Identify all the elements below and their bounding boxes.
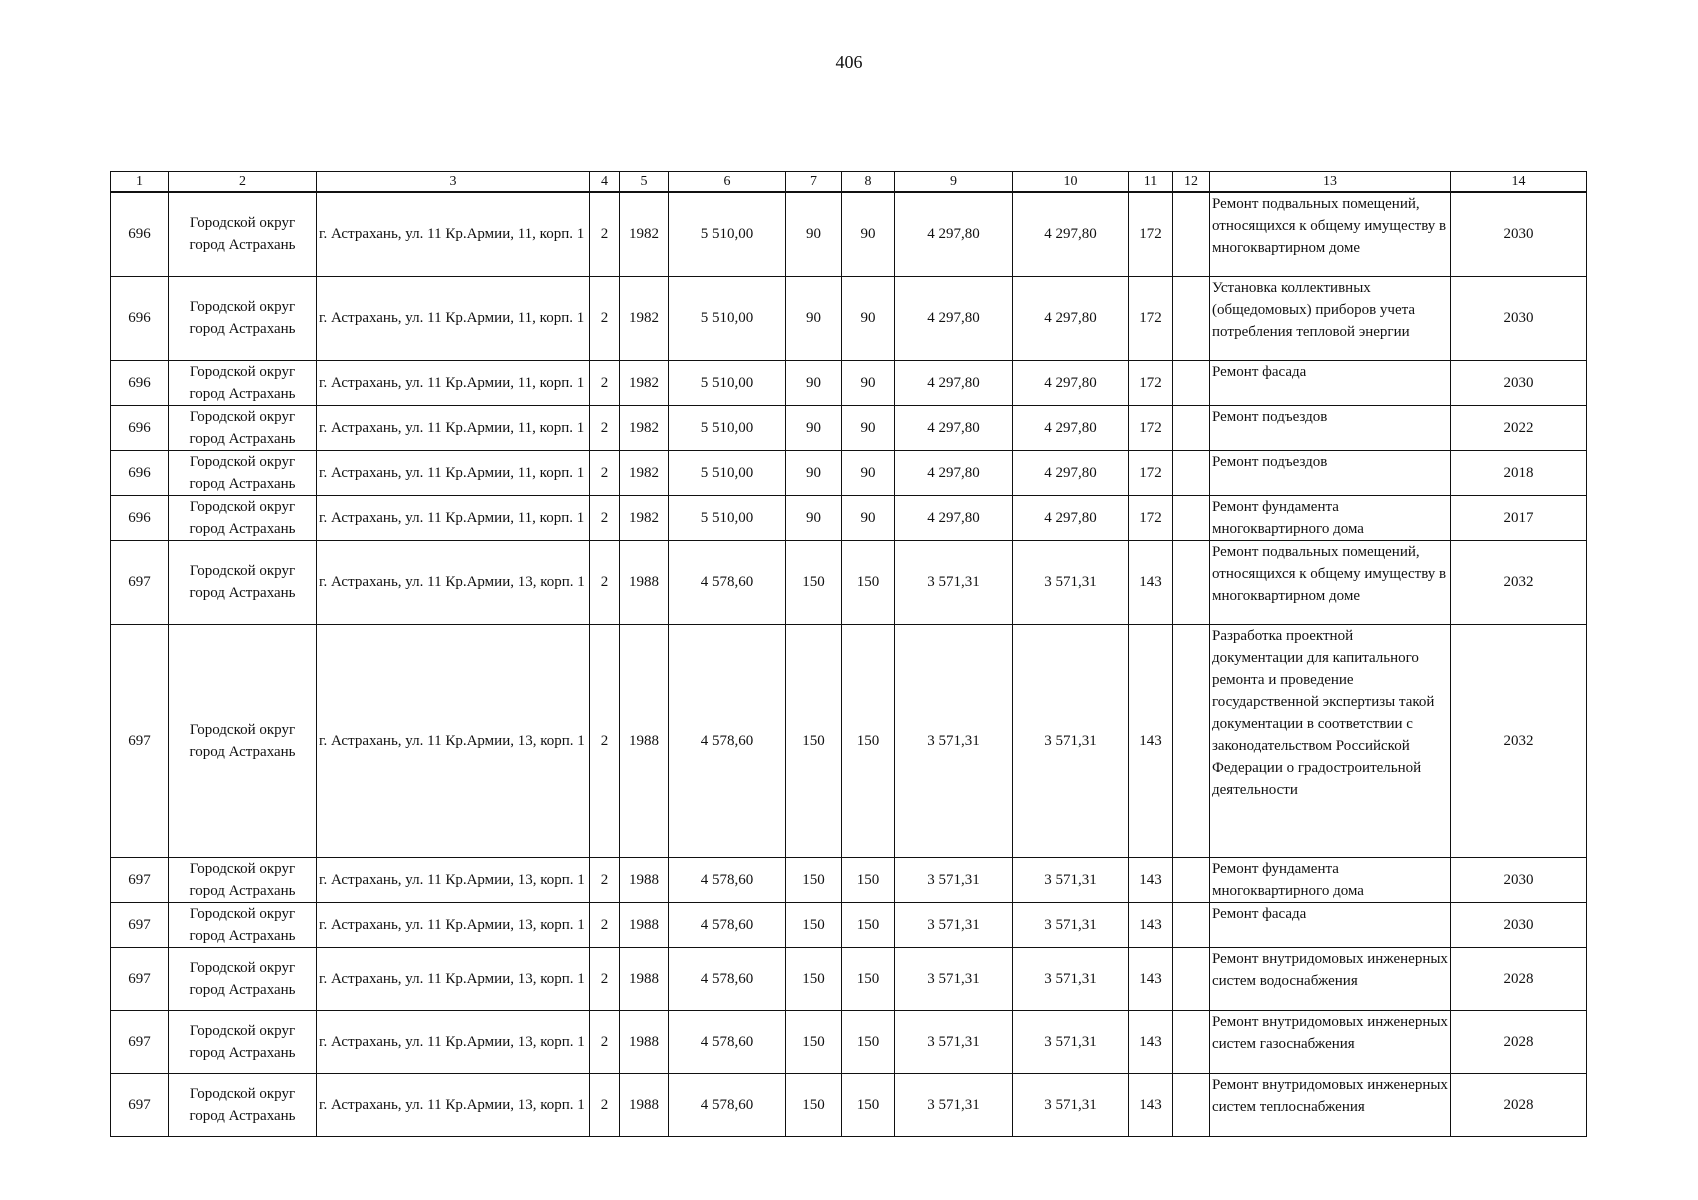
row-number: 696 <box>111 450 169 495</box>
column-header: 13 <box>1210 172 1451 193</box>
cell <box>1173 192 1210 276</box>
district-cell: Городской округ город Астрахань <box>169 902 317 947</box>
cell <box>1173 624 1210 857</box>
cell: 4 297,80 <box>1013 495 1129 540</box>
work-type-cell: Ремонт фасада <box>1210 360 1451 405</box>
cell: 3 571,31 <box>1013 1073 1129 1136</box>
work-type-cell: Ремонт подвальных помещений, относящихся к общему имуществу в многоквартирном доме <box>1210 540 1451 624</box>
address-cell: г. Астрахань, ул. 11 Кр.Армии, 13, корп. 1 <box>317 540 590 624</box>
row-number: 697 <box>111 1010 169 1073</box>
cell: 3 571,31 <box>1013 540 1129 624</box>
cell: 172 <box>1129 495 1173 540</box>
cell <box>1173 450 1210 495</box>
cell: 5 510,00 <box>669 360 786 405</box>
row-number: 696 <box>111 192 169 276</box>
column-header: 5 <box>620 172 669 193</box>
work-type-cell: Разработка проектной документации для капитального ремонта и проведение государственной экспертизы такой документации в соответствии с законодательством Российской Федерации о градостроительной деятельности <box>1210 624 1451 857</box>
cell <box>1173 495 1210 540</box>
cell: 150 <box>842 624 895 857</box>
column-header: 1 <box>111 172 169 193</box>
year-cell: 1982 <box>620 495 669 540</box>
address-cell: г. Астрахань, ул. 11 Кр.Армии, 11, корп. 1 <box>317 450 590 495</box>
address-cell: г. Астрахань, ул. 11 Кр.Армии, 13, корп. 1 <box>317 857 590 902</box>
year-cell: 1982 <box>620 360 669 405</box>
cell: 2 <box>590 902 620 947</box>
plan-year-cell: 2022 <box>1451 405 1587 450</box>
cell: 4 578,60 <box>669 540 786 624</box>
cell: 4 297,80 <box>895 450 1013 495</box>
table-row <box>111 1073 1587 1136</box>
work-type-cell: Ремонт подвальных помещений, относящихся к общему имуществу в многоквартирном доме <box>1210 192 1451 276</box>
district-cell: Городской округ город Астрахань <box>169 1010 317 1073</box>
cell: 143 <box>1129 1073 1173 1136</box>
address-cell: г. Астрахань, ул. 11 Кр.Армии, 11, корп. 1 <box>317 495 590 540</box>
table-row <box>111 192 1587 276</box>
cell: 90 <box>786 276 842 360</box>
work-type-cell: Ремонт внутридомовых инженерных систем водоснабжения <box>1210 947 1451 1010</box>
cell: 4 297,80 <box>1013 276 1129 360</box>
cell: 2 <box>590 540 620 624</box>
cell: 150 <box>786 540 842 624</box>
year-cell: 1988 <box>620 624 669 857</box>
cell: 3 571,31 <box>895 857 1013 902</box>
address-cell: г. Астрахань, ул. 11 Кр.Армии, 13, корп. 1 <box>317 902 590 947</box>
table-body <box>111 192 1587 1136</box>
cell: 3 571,31 <box>1013 902 1129 947</box>
cell: 90 <box>786 192 842 276</box>
table-row <box>111 360 1587 405</box>
cell: 3 571,31 <box>895 1073 1013 1136</box>
table-row <box>111 495 1587 540</box>
year-cell: 1988 <box>620 947 669 1010</box>
cell: 90 <box>842 405 895 450</box>
cell: 90 <box>842 495 895 540</box>
cell: 143 <box>1129 540 1173 624</box>
district-cell: Городской округ город Астрахань <box>169 192 317 276</box>
column-header: 9 <box>895 172 1013 193</box>
cell: 3 571,31 <box>895 624 1013 857</box>
table-row <box>111 540 1587 624</box>
cell: 4 297,80 <box>895 405 1013 450</box>
cell: 90 <box>842 276 895 360</box>
plan-year-cell: 2028 <box>1451 1010 1587 1073</box>
cell: 90 <box>842 360 895 405</box>
page-number: 406 <box>835 52 863 72</box>
district-cell: Городской округ город Астрахань <box>169 540 317 624</box>
plan-year-cell: 2030 <box>1451 360 1587 405</box>
work-type-cell: Установка коллективных (общедомовых) приборов учета потребления тепловой энергии <box>1210 276 1451 360</box>
row-number: 696 <box>111 276 169 360</box>
year-cell: 1988 <box>620 902 669 947</box>
row-number: 696 <box>111 405 169 450</box>
cell: 3 571,31 <box>895 902 1013 947</box>
cell: 2 <box>590 624 620 857</box>
address-cell: г. Астрахань, ул. 11 Кр.Армии, 13, корп. 1 <box>317 947 590 1010</box>
table-row <box>111 857 1587 902</box>
cell: 4 578,60 <box>669 1010 786 1073</box>
column-header: 11 <box>1129 172 1173 193</box>
cell: 3 571,31 <box>1013 857 1129 902</box>
plan-year-cell: 2028 <box>1451 947 1587 1010</box>
cell: 4 297,80 <box>1013 192 1129 276</box>
cell: 2 <box>590 947 620 1010</box>
work-type-cell: Ремонт фундамента многоквартирного дома <box>1210 495 1451 540</box>
cell: 4 297,80 <box>1013 450 1129 495</box>
column-header: 6 <box>669 172 786 193</box>
cell: 150 <box>786 857 842 902</box>
cell: 143 <box>1129 624 1173 857</box>
work-type-cell: Ремонт внутридомовых инженерных систем газоснабжения <box>1210 1010 1451 1073</box>
work-type-cell: Ремонт фасада <box>1210 902 1451 947</box>
year-cell: 1982 <box>620 276 669 360</box>
district-cell: Городской округ город Астрахань <box>169 857 317 902</box>
address-cell: г. Астрахань, ул. 11 Кр.Армии, 11, корп. 1 <box>317 360 590 405</box>
district-cell: Городской округ город Астрахань <box>169 495 317 540</box>
district-cell: Городской округ город Астрахань <box>169 624 317 857</box>
column-header: 12 <box>1173 172 1210 193</box>
cell: 4 297,80 <box>895 495 1013 540</box>
year-cell: 1982 <box>620 192 669 276</box>
cell: 3 571,31 <box>1013 624 1129 857</box>
address-cell: г. Астрахань, ул. 11 Кр.Армии, 11, корп. 1 <box>317 276 590 360</box>
plan-year-cell: 2017 <box>1451 495 1587 540</box>
cell: 3 571,31 <box>1013 1010 1129 1073</box>
row-number: 697 <box>111 624 169 857</box>
cell: 5 510,00 <box>669 405 786 450</box>
cell: 172 <box>1129 360 1173 405</box>
district-cell: Городской округ город Астрахань <box>169 947 317 1010</box>
plan-year-cell: 2028 <box>1451 1073 1587 1136</box>
row-number: 696 <box>111 360 169 405</box>
cell: 150 <box>786 1010 842 1073</box>
cell: 90 <box>842 450 895 495</box>
cell: 90 <box>786 360 842 405</box>
cell <box>1173 1073 1210 1136</box>
district-cell: Городской округ город Астрахань <box>169 405 317 450</box>
cell: 143 <box>1129 857 1173 902</box>
address-cell: г. Астрахань, ул. 11 Кр.Армии, 13, корп. 1 <box>317 1010 590 1073</box>
cell: 2 <box>590 857 620 902</box>
year-cell: 1982 <box>620 450 669 495</box>
plan-year-cell: 2030 <box>1451 192 1587 276</box>
cell: 150 <box>842 947 895 1010</box>
cell: 150 <box>842 902 895 947</box>
cell: 172 <box>1129 276 1173 360</box>
plan-year-cell: 2018 <box>1451 450 1587 495</box>
cell: 150 <box>786 902 842 947</box>
row-number: 697 <box>111 902 169 947</box>
cell: 4 578,60 <box>669 902 786 947</box>
table-row <box>111 947 1587 1010</box>
column-header: 7 <box>786 172 842 193</box>
cell: 2 <box>590 495 620 540</box>
cell: 5 510,00 <box>669 192 786 276</box>
table-row <box>111 450 1587 495</box>
column-number-row <box>111 172 1587 193</box>
cell: 150 <box>842 1010 895 1073</box>
plan-year-cell: 2032 <box>1451 624 1587 857</box>
district-cell: Городской округ город Астрахань <box>169 1073 317 1136</box>
cell: 4 297,80 <box>1013 360 1129 405</box>
cell <box>1173 857 1210 902</box>
cell: 3 571,31 <box>1013 947 1129 1010</box>
row-number: 697 <box>111 947 169 1010</box>
column-header: 8 <box>842 172 895 193</box>
cell: 4 578,60 <box>669 947 786 1010</box>
column-header: 14 <box>1451 172 1587 193</box>
work-type-cell: Ремонт фундамента многоквартирного дома <box>1210 857 1451 902</box>
cell: 3 571,31 <box>895 947 1013 1010</box>
cell: 2 <box>590 192 620 276</box>
row-number: 697 <box>111 857 169 902</box>
cell: 3 571,31 <box>895 1010 1013 1073</box>
cell: 90 <box>786 495 842 540</box>
cell: 172 <box>1129 405 1173 450</box>
cell <box>1173 947 1210 1010</box>
repair-program-table <box>110 171 1587 1137</box>
row-number: 696 <box>111 495 169 540</box>
address-cell: г. Астрахань, ул. 11 Кр.Армии, 13, корп. 1 <box>317 624 590 857</box>
work-type-cell: Ремонт внутридомовых инженерных систем теплоснабжения <box>1210 1073 1451 1136</box>
cell: 150 <box>842 857 895 902</box>
cell: 5 510,00 <box>669 276 786 360</box>
year-cell: 1988 <box>620 540 669 624</box>
row-number: 697 <box>111 1073 169 1136</box>
cell: 150 <box>786 947 842 1010</box>
table-row <box>111 902 1587 947</box>
cell: 2 <box>590 360 620 405</box>
cell <box>1173 276 1210 360</box>
cell: 4 578,60 <box>669 1073 786 1136</box>
table-row <box>111 1010 1587 1073</box>
cell: 150 <box>842 1073 895 1136</box>
cell: 4 578,60 <box>669 624 786 857</box>
cell: 3 571,31 <box>895 540 1013 624</box>
table-row <box>111 276 1587 360</box>
address-cell: г. Астрахань, ул. 11 Кр.Армии, 11, корп. 1 <box>317 192 590 276</box>
cell: 2 <box>590 276 620 360</box>
address-cell: г. Астрахань, ул. 11 Кр.Армии, 13, корп. 1 <box>317 1073 590 1136</box>
work-type-cell: Ремонт подъездов <box>1210 450 1451 495</box>
table-row <box>111 624 1587 857</box>
cell: 4 578,60 <box>669 857 786 902</box>
address-cell: г. Астрахань, ул. 11 Кр.Армии, 11, корп. 1 <box>317 405 590 450</box>
cell <box>1173 902 1210 947</box>
work-type-cell: Ремонт подъездов <box>1210 405 1451 450</box>
column-header: 3 <box>317 172 590 193</box>
cell: 5 510,00 <box>669 495 786 540</box>
year-cell: 1988 <box>620 857 669 902</box>
cell: 4 297,80 <box>1013 405 1129 450</box>
year-cell: 1982 <box>620 405 669 450</box>
cell: 150 <box>786 624 842 857</box>
district-cell: Городской округ город Астрахань <box>169 450 317 495</box>
cell: 2 <box>590 1010 620 1073</box>
cell: 2 <box>590 450 620 495</box>
plan-year-cell: 2030 <box>1451 902 1587 947</box>
cell: 2 <box>590 405 620 450</box>
cell: 150 <box>842 540 895 624</box>
cell: 90 <box>842 192 895 276</box>
cell: 172 <box>1129 450 1173 495</box>
plan-year-cell: 2030 <box>1451 857 1587 902</box>
plan-year-cell: 2032 <box>1451 540 1587 624</box>
column-header: 2 <box>169 172 317 193</box>
row-number: 697 <box>111 540 169 624</box>
cell: 4 297,80 <box>895 276 1013 360</box>
cell: 172 <box>1129 192 1173 276</box>
cell: 4 297,80 <box>895 360 1013 405</box>
cell: 90 <box>786 405 842 450</box>
cell <box>1173 1010 1210 1073</box>
cell: 150 <box>786 1073 842 1136</box>
district-cell: Городской округ город Астрахань <box>169 276 317 360</box>
cell: 5 510,00 <box>669 450 786 495</box>
district-cell: Городской округ город Астрахань <box>169 360 317 405</box>
year-cell: 1988 <box>620 1073 669 1136</box>
cell: 143 <box>1129 947 1173 1010</box>
cell: 4 297,80 <box>895 192 1013 276</box>
cell <box>1173 405 1210 450</box>
year-cell: 1988 <box>620 1010 669 1073</box>
cell: 143 <box>1129 902 1173 947</box>
cell <box>1173 360 1210 405</box>
cell: 2 <box>590 1073 620 1136</box>
cell <box>1173 540 1210 624</box>
cell: 143 <box>1129 1010 1173 1073</box>
column-header: 10 <box>1013 172 1129 193</box>
column-header: 4 <box>590 172 620 193</box>
table-row <box>111 405 1587 450</box>
plan-year-cell: 2030 <box>1451 276 1587 360</box>
cell: 90 <box>786 450 842 495</box>
